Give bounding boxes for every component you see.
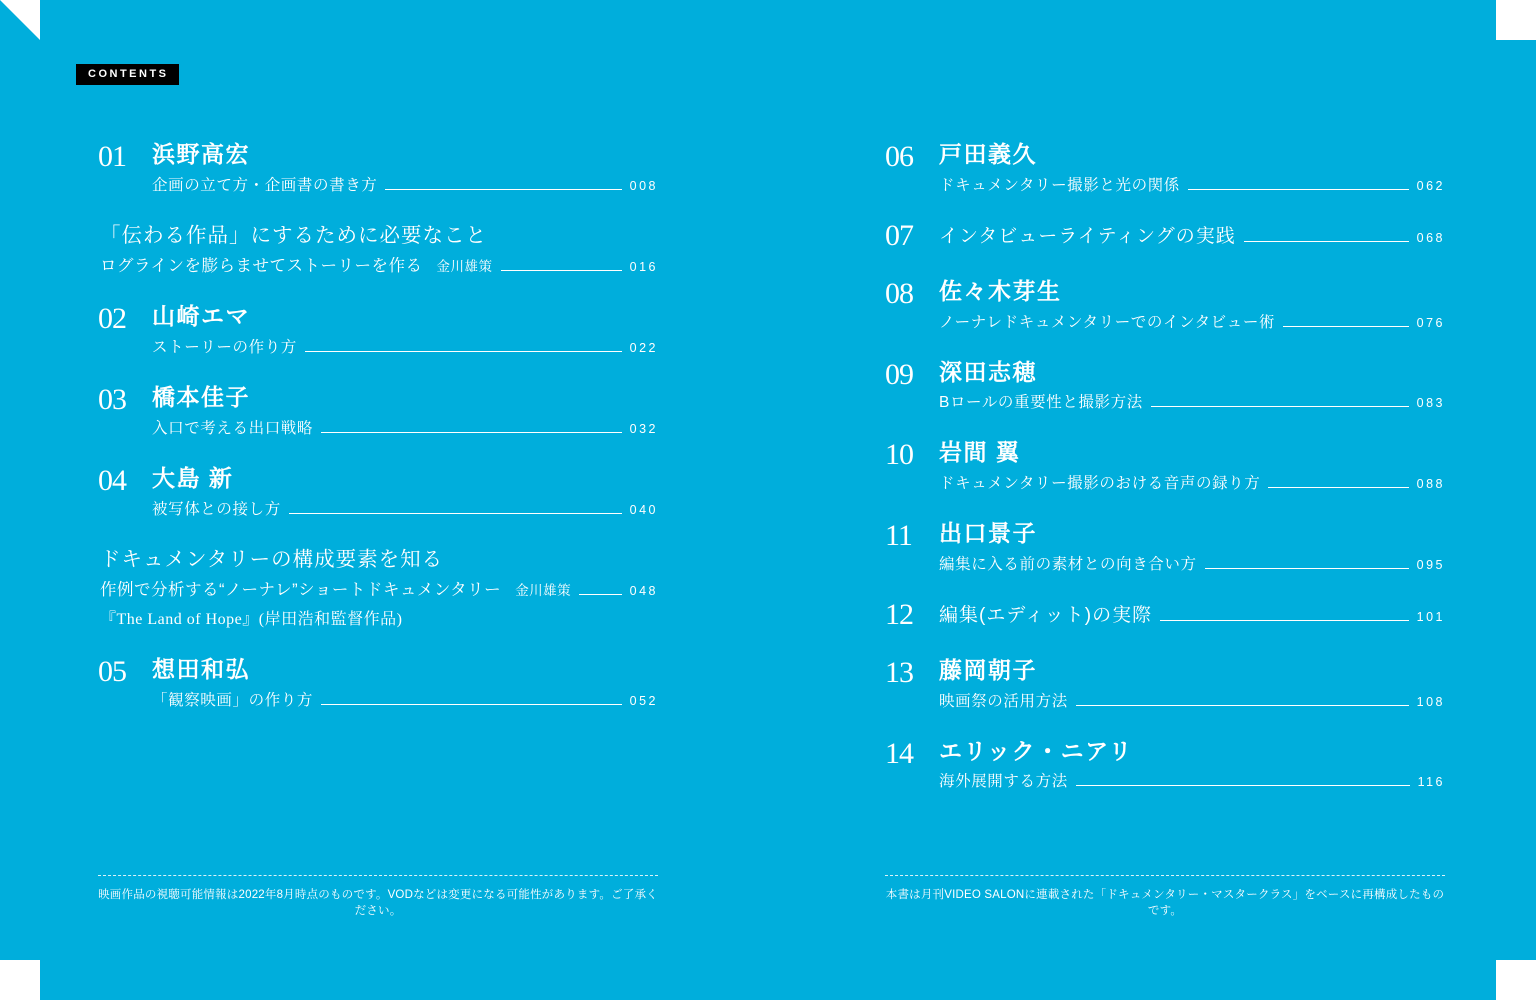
entry-row (885, 358, 1445, 413)
entry-number: 07 (885, 218, 913, 252)
leader-line (289, 513, 622, 514)
entry-body (939, 358, 1445, 413)
entry-subtitle-row (939, 769, 1445, 791)
leader-line (1268, 487, 1408, 488)
leader-line (579, 594, 621, 595)
entry-name: 橋本佳子 (152, 384, 250, 411)
feature-title: ドキュメンタリーの構成要素を知る (100, 547, 444, 571)
page-number: 108 (1416, 694, 1445, 709)
page-number: 032 (629, 421, 658, 436)
page-number: 088 (1416, 477, 1445, 491)
entry-name: 大島 新 (152, 464, 234, 491)
contents-entry (885, 737, 1445, 792)
entry-row (885, 519, 1445, 574)
entry-number: 03 (98, 383, 126, 417)
entry-body (152, 655, 658, 710)
entry-number: 11 (885, 519, 912, 552)
entry-name: 岩間 翼 (939, 439, 1021, 466)
page-number: 076 (1416, 315, 1445, 330)
leader-line (305, 351, 622, 352)
corner-notch-top-right (1496, 0, 1536, 40)
entry-subtitle-row (939, 390, 1445, 412)
leader-line (1244, 241, 1409, 242)
entry-subtitle: 編集(エディット)の実際 (939, 604, 1153, 626)
contents-entry (885, 597, 1445, 631)
entry-subtitle: ドキュメンタリー撮影と光の関係 (939, 176, 1180, 194)
leader-line (1160, 620, 1409, 621)
entry-subtitle: ストーリーの作り方 (152, 339, 297, 357)
entry-row (885, 597, 1445, 631)
entry-author: 金川雄策 (436, 259, 493, 275)
entry-number: 01 (98, 140, 126, 173)
feature-subtitle-row (100, 576, 658, 600)
entry-name: 深田志穂 (939, 358, 1037, 385)
feature-subtitle-row (100, 252, 658, 276)
entry-subtitle: 海外展開する方法 (939, 773, 1068, 791)
contents-entry (885, 358, 1445, 413)
entry-body (939, 519, 1445, 574)
entry-body (939, 438, 1445, 493)
leader-line (501, 270, 622, 271)
entry-row (885, 656, 1445, 711)
contents-entry (885, 656, 1445, 711)
entry-body (939, 600, 1445, 627)
contents-feature-entry (98, 545, 658, 630)
entry-body (939, 737, 1445, 792)
entry-row (98, 655, 658, 710)
footnote-right: 本書は月刊VIDEO SALONに連載された「ドキュメンタリー・マスタークラス」をベースに再構成したものです。 (885, 875, 1445, 918)
page-number: 083 (1416, 396, 1445, 411)
entry-row (98, 383, 658, 438)
entry-number: 04 (98, 463, 126, 497)
entry-row (885, 277, 1445, 332)
entry-subtitle-row (152, 416, 658, 438)
contents-column-left (98, 140, 658, 736)
entry-number: 02 (98, 302, 126, 336)
entry-subtitle: 被写体との接し方 (152, 500, 281, 518)
entry-number: 09 (885, 357, 913, 391)
feature-subtitle: 作例で分析する“ノーナレ”ショートドキュメンタリー (100, 581, 502, 600)
leader-line (1151, 406, 1409, 407)
contents-entry (98, 655, 658, 710)
page-number: 101 (1416, 609, 1445, 624)
entry-number: 06 (885, 140, 913, 173)
contents-feature-entry (98, 221, 658, 277)
entry-row (98, 302, 658, 357)
entry-name: エリック・ニアリ (939, 737, 1134, 764)
entry-name: 想田和弘 (152, 656, 250, 683)
entry-body (939, 140, 1445, 195)
corner-notch-bottom-left (0, 960, 40, 1000)
contents-entry (98, 464, 658, 519)
entry-name: 浜野高宏 (152, 141, 250, 167)
corner-notch-top-left (0, 0, 40, 40)
entry-subtitle: 編集に入る前の素材との向き合い方 (939, 555, 1197, 573)
page-number: 052 (629, 694, 658, 709)
entry-body (939, 277, 1445, 332)
leader-line (321, 432, 622, 433)
entry-subtitle-row (939, 471, 1445, 493)
entry-subtitle: 入口で考える出口戦略 (152, 419, 314, 437)
leader-line (1076, 785, 1410, 786)
contents-entry (885, 438, 1445, 493)
leader-line (321, 704, 622, 705)
entry-subtitle-row (939, 552, 1445, 574)
entry-author: 金川雄策 (515, 583, 572, 599)
entry-number: 05 (98, 655, 126, 689)
leader-line (1076, 705, 1409, 706)
corner-notch-bottom-right (1496, 960, 1536, 1000)
entry-subtitle-row (152, 173, 658, 195)
page-number: 116 (1417, 775, 1445, 790)
entry-body (939, 221, 1445, 248)
entry-name: 佐々木芽生 (939, 277, 1062, 304)
entry-subtitle: 映画祭の活用方法 (939, 692, 1068, 710)
entry-row (98, 464, 658, 519)
entry-subtitle: インタビューライティングの実践 (939, 225, 1236, 247)
entry-number: 10 (885, 438, 913, 472)
page-number: 008 (629, 178, 658, 193)
leader-line (385, 189, 621, 190)
leader-line (1283, 326, 1409, 327)
entry-name: 山崎エマ (152, 303, 250, 330)
contents-entry (885, 277, 1445, 332)
entry-subtitle-row (939, 173, 1445, 195)
entry-subtitle: 企画の立て方・企画書の書き方 (152, 176, 378, 194)
page-number: 022 (629, 341, 658, 356)
entry-subtitle-row (152, 688, 658, 710)
entry-name: 出口景子 (939, 520, 1037, 546)
entry-subtitle-row (152, 497, 658, 519)
entry-body (939, 656, 1445, 711)
entry-number: 13 (885, 655, 913, 689)
page-number: 095 (1416, 557, 1445, 572)
contents-tag: CONTENTS (76, 64, 179, 85)
entry-subtitle: Bロールの重要性と撮影方法 (939, 394, 1143, 412)
leader-line (1188, 189, 1409, 190)
footnote-left: 映画作品の視聴可能情報は2022年8月時点のものです。VODなどは変更になる可能性があります。ご了承ください。 (98, 875, 658, 918)
entry-body (152, 140, 658, 195)
entry-number: 08 (885, 276, 913, 310)
entry-row (885, 737, 1445, 792)
page-number: 040 (629, 502, 658, 517)
entry-subtitle-row (939, 600, 1445, 627)
feature-extra-line: 『The Land of Hope』(岸田浩和監督作品) (100, 611, 403, 629)
entry-row (885, 140, 1445, 195)
entry-subtitle: ノーナレドキュメンタリーでのインタビュー術 (939, 313, 1276, 331)
contents-entry (885, 140, 1445, 195)
entry-name: 戸田義久 (939, 141, 1037, 167)
page-number: 062 (1416, 178, 1445, 193)
entry-body (152, 464, 658, 519)
contents-entry (885, 519, 1445, 574)
feature-title: 「伝わる作品」にするために必要なこと (100, 223, 487, 247)
entry-subtitle: ドキュメンタリー撮影のおける音声の録り方 (939, 475, 1261, 492)
contents-entry (98, 140, 658, 195)
entry-subtitle: 「観察映画」の作り方 (152, 692, 314, 710)
entry-body (152, 383, 658, 438)
entry-row (885, 438, 1445, 493)
page-number: 016 (629, 260, 658, 275)
entry-row (98, 140, 658, 195)
entry-subtitle-row (939, 689, 1445, 711)
entry-body (152, 302, 658, 357)
entry-subtitle-row (152, 335, 658, 357)
entry-name: 藤岡朝子 (939, 656, 1037, 683)
entry-subtitle-row (939, 221, 1445, 248)
leader-line (1205, 568, 1409, 569)
feature-subtitle: ログラインを膨らませてストーリーを作る (100, 257, 423, 276)
page-number: 048 (629, 584, 658, 599)
page-number: 068 (1416, 230, 1445, 245)
entry-number: 14 (885, 736, 913, 770)
entry-subtitle-row (939, 310, 1445, 332)
contents-entry (98, 383, 658, 438)
contents-entry (885, 218, 1445, 252)
entry-number: 12 (885, 597, 913, 631)
entry-row (885, 218, 1445, 252)
contents-column-right (885, 140, 1445, 817)
contents-entry (98, 302, 658, 357)
